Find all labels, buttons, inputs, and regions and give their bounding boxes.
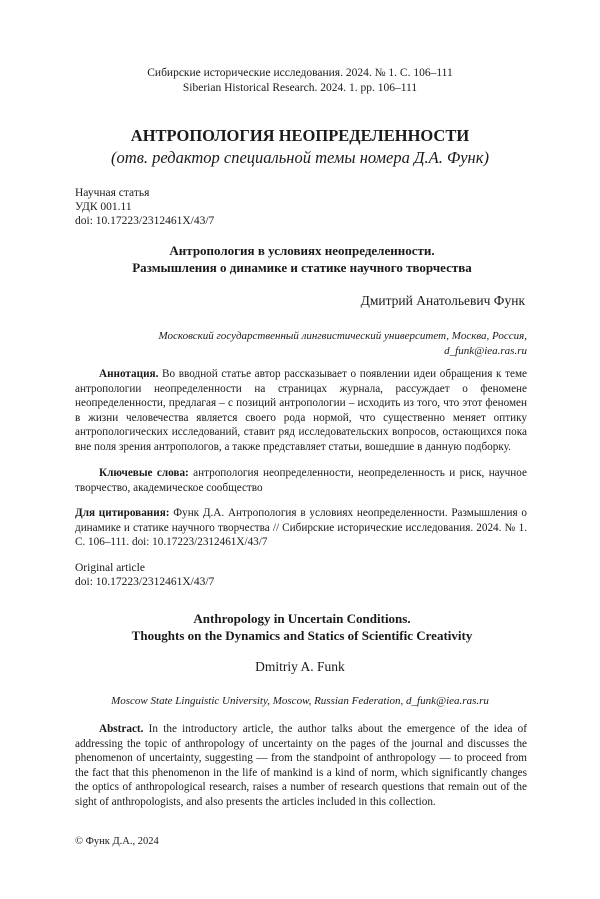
ru-keywords-label: Ключевые слова:: [99, 467, 189, 479]
ru-title-line-2: Размышления о динамике и статике научного творчества: [132, 260, 472, 275]
ru-affiliation: [158, 329, 527, 359]
en-article-title: [70, 610, 534, 644]
en-abstract-label: Abstract.: [99, 723, 144, 735]
section-title: АНТРОПОЛОГИЯ НЕОПРЕДЕЛЕННОСТИ: [130, 126, 470, 145]
ru-abstract-text: Во вводной статье автор рассказывает о появлении идеи обращения к теме антропологии неопределенности на страницах журнала, рассуждает о феномене неопределенности, предлагая – с позиций антропологии – исходить из того, что этот феномен в жизни человечества является своего рода нормой, что существенно меняет оптику антропологических исследований, ставит ряд исследовательских вопросов, остающихся пока вне поля зрения антропологов, а также представляет статьи, вошедшие в данную подборку.: [75, 368, 527, 453]
ru-abstract-label: Аннотация.: [99, 368, 159, 380]
journal-header: [0, 66, 600, 96]
ru-meta: [75, 186, 214, 228]
ru-affiliation-line-1: Московский государственный лингвистический университет, Москва, Россия,: [158, 330, 527, 342]
journal-citation-ru: Сибирские исторические исследования. 2024. № 1. С. 106–111: [147, 67, 453, 79]
en-article-type: Original article: [75, 562, 145, 574]
en-meta: [75, 561, 214, 589]
ru-article-title: [70, 242, 534, 276]
ru-article-type: Научная статья: [75, 187, 150, 199]
en-title-line-1: Anthropology in Uncertain Conditions.: [193, 611, 411, 626]
en-author: Dmitriy A. Funk: [255, 659, 345, 674]
copyright: © Функ Д.А., 2024: [75, 836, 159, 847]
section-subtitle: (отв. редактор специальной темы номера Д.А. Функ): [111, 148, 489, 167]
ru-title-line-1: Антропология в условиях неопределенности.: [169, 243, 435, 258]
ru-keywords-text: антропология неопределенности, неопределенность и риск, научное творчество, академическое сообщество: [75, 467, 527, 494]
en-title-line-2: Thoughts on the Dynamics and Statics of Scientific Creativity: [131, 628, 473, 643]
ru-affiliation-email: d_funk@iea.ras.ru: [444, 345, 527, 357]
ru-keywords: [75, 466, 527, 495]
journal-citation-en: Siberian Historical Research. 2024. 1. pp. 106–111: [182, 82, 418, 94]
ru-citation: [75, 506, 527, 550]
en-doi: doi: 10.17223/2312461X/43/7: [75, 576, 215, 588]
en-affiliation: Moscow State Linguistic University, Moscow, Russian Federation, d_funk@iea.ras.ru: [111, 695, 489, 707]
en-abstract: [75, 722, 527, 809]
ru-citation-text: Функ Д.А. Антропология в условиях неопределенности. Размышления о динамике и статике научного творчества // Сибирские исторические исследования. 2024. № 1. С. 106–111. doi: 10.17223/2312461X/43/7: [75, 507, 528, 548]
ru-abstract: [75, 367, 527, 454]
ru-doi: doi: 10.17223/2312461X/43/7: [75, 215, 215, 227]
en-abstract-text: In the introductory article, the author talks about the emergence of the idea of addressing the topic of anthropology of uncertainty on the pages of the journal and discusses the phenomenon of uncertainty, suggesting — from the standpoint of anthropology — to proceed from the fact that this phenomenon in the life of mankind is a kind of norm, which significantly changes the optics of anthropological research, raises a number of research questions that remain out of the sight of anthropologists, and also presents the articles included in this collection.: [75, 723, 527, 808]
ru-author: Дмитрий Анатольевич Функ: [360, 293, 525, 308]
ru-udc: УДК 001.11: [75, 201, 132, 213]
ru-citation-label: Для цитирования:: [75, 507, 170, 519]
